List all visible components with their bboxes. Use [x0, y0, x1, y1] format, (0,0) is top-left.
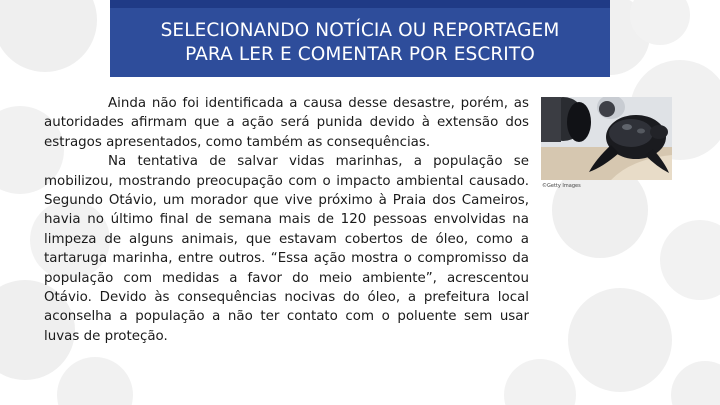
title-banner — [110, 0, 610, 77]
turtle-oil-photo — [541, 97, 672, 180]
article-body — [44, 94, 529, 346]
article-paragraph: Ainda não foi identificada a causa desse desastre, porém, as autoridades afirmam que a ação será punida devido à extensão dos estragos apresentados, como também as consequências. — [44, 96, 529, 150]
photo-credit: ©Getty Images — [542, 183, 581, 189]
title-line-1: SELECIONANDO NOTÍCIA OU REPORTAGEM — [160, 19, 560, 41]
title-line-2: PARA LER E COMENTAR POR ESCRITO — [185, 43, 535, 65]
article-paragraph: Na tentativa de salvar vidas marinhas, a população se mobilizou, mostrando preocupação com o impacto ambiental causado. Segundo Otávio, um morador que vive próximo à Praia dos Cameiros, havia no último final de semana mais de 120 pessoas envolvidas na limpeza de alguns animais, que estavam cobertos de óleo, como a tartaruga marinha, entre outros. “Essa ação mostra o compromisso da população com medidas a favor do meio ambiente”, acrescentou Otávio. Devido às consequências nocivas do óleo, a prefeitura local aconselha a população a não ter contato com o poluente sem usar luvas de proteção. — [44, 154, 529, 344]
